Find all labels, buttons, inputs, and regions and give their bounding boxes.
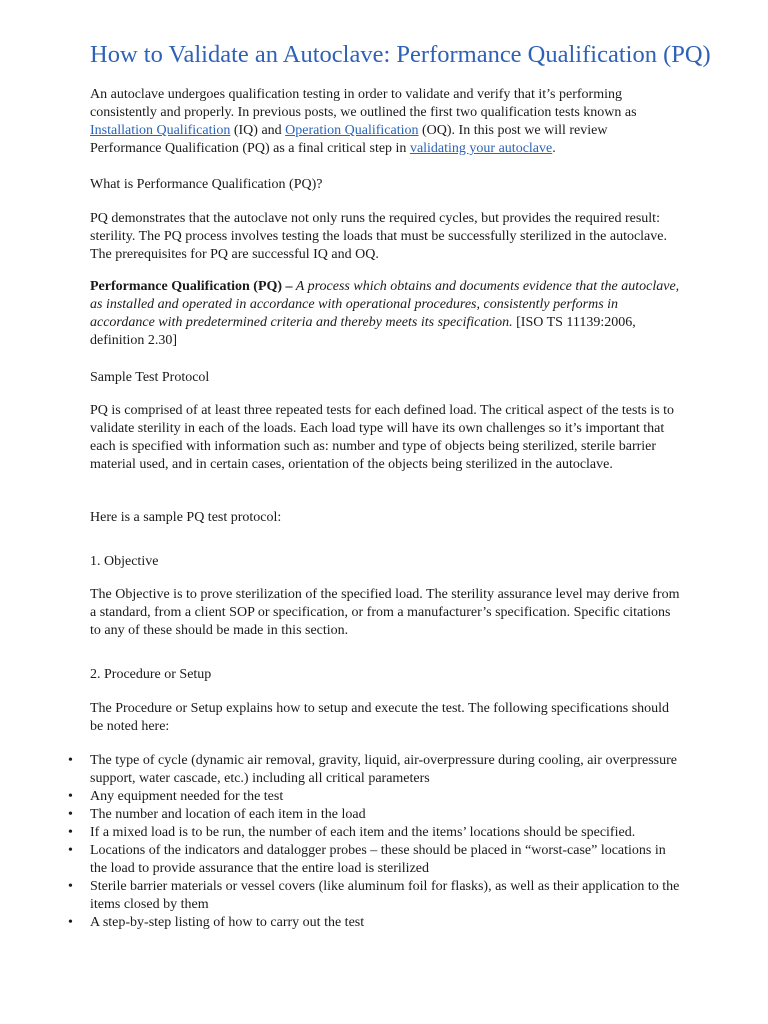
objective-paragraph: The Objective is to prove sterilization of the specified load. The sterility assurance level may derive from a standard, from a client SOP or specification, or from a manufacturer’s specification. Specific citations to any of these should be made in this section. bbox=[90, 587, 680, 638]
list-item-text: Any equipment needed for the test bbox=[90, 789, 284, 804]
intro-text-3: (OQ). In this post we will review Performance Qualification (PQ) as a final critical step in bbox=[90, 123, 608, 156]
bullet-icon: • bbox=[68, 843, 73, 858]
intro-text-2: (IQ) and bbox=[230, 123, 286, 138]
specifications-list bbox=[68, 752, 680, 932]
page-title: How to Validate an Autoclave: Performance Qualification (PQ) bbox=[90, 41, 711, 68]
list-item bbox=[68, 824, 680, 842]
list-item bbox=[68, 752, 680, 788]
sample-protocol-heading: Sample Test Protocol bbox=[90, 370, 210, 385]
list-item bbox=[68, 788, 680, 806]
list-item-text: A step-by-step listing of how to carry out the test bbox=[90, 915, 365, 930]
list-item-text: The type of cycle (dynamic air removal, gravity, liquid, air-overpressure during cooling, air overpressure support, water cascade, etc.) including all critical parameters bbox=[90, 753, 677, 786]
list-item-text: Locations of the indicators and datalogger probes – these should be placed in “worst-case” locations in the load to provide assurance that the entire load is sterilized bbox=[90, 843, 666, 876]
bullet-icon: • bbox=[68, 807, 73, 822]
bullet-icon: • bbox=[68, 825, 73, 840]
intro-paragraph bbox=[90, 86, 680, 158]
list-item bbox=[68, 878, 680, 914]
sample-protocol-paragraph: PQ is comprised of at least three repeated tests for each defined load. The critical aspect of the tests is to validate sterility in each of the loads. Each load type will have its own challenges so it’s important that each is specified with information such as: number and type of objects being sterilized, sterile barrier material used, and in certain cases, orientation of the objects being sterilized in the autoclave. bbox=[90, 403, 675, 472]
bullet-icon: • bbox=[68, 915, 73, 930]
list-item-text: The number and location of each item in the load bbox=[90, 807, 366, 822]
bullet-icon: • bbox=[68, 753, 73, 768]
list-item bbox=[68, 806, 680, 824]
list-item-text: If a mixed load is to be run, the number of each item and the items’ locations should be specified. bbox=[90, 825, 636, 840]
validating-autoclave-link[interactable]: validating your autoclave bbox=[409, 141, 553, 156]
intro-text-1: An autoclave undergoes qualification testing in order to validate and verify that it’s performing consistently and properly. In previous posts, we outlined the first two qualification tests known as bbox=[90, 87, 637, 120]
bullet-icon: • bbox=[68, 789, 73, 804]
installation-qualification-link[interactable]: Installation Qualification bbox=[90, 123, 231, 138]
definition-term: Performance Qualification (PQ) – bbox=[90, 279, 293, 294]
document-page bbox=[68, 40, 711, 930]
list-item bbox=[68, 842, 680, 878]
intro-text-end: . bbox=[552, 141, 556, 156]
bullet-icon: • bbox=[68, 879, 73, 894]
definition-citation: [ISO TS 11139:2006, definition 2.30] bbox=[90, 315, 636, 348]
list-item bbox=[68, 914, 680, 932]
list-item-text: Sterile barrier materials or vessel covers (like aluminum foil for flasks), as well as their application to the items closed by them bbox=[90, 879, 680, 912]
here-is-paragraph: Here is a sample PQ test protocol: bbox=[90, 510, 282, 525]
definition-paragraph bbox=[90, 278, 680, 350]
pq-demonstrates-paragraph: PQ demonstrates that the autoclave not only runs the required cycles, but provides the required result: sterility. The PQ process involves testing the loads that must be successfully sterilized in the autoclave. The prerequisites for PQ are successful IQ and OQ. bbox=[90, 211, 667, 262]
objective-heading: 1. Objective bbox=[90, 554, 159, 569]
what-is-heading: What is Performance Qualification (PQ)? bbox=[90, 177, 323, 192]
definition-text: A process which obtains and documents evidence that the autoclave, as installed and operated in accordance with operational procedures, consistently performs in accordance with predetermined criteria and thereby meets its specification. bbox=[90, 279, 680, 330]
procedure-paragraph: The Procedure or Setup explains how to setup and execute the test. The following specifications should be noted here: bbox=[90, 701, 670, 734]
procedure-heading: 2. Procedure or Setup bbox=[90, 667, 212, 682]
operation-qualification-link[interactable]: Operation Qualification bbox=[285, 123, 419, 138]
